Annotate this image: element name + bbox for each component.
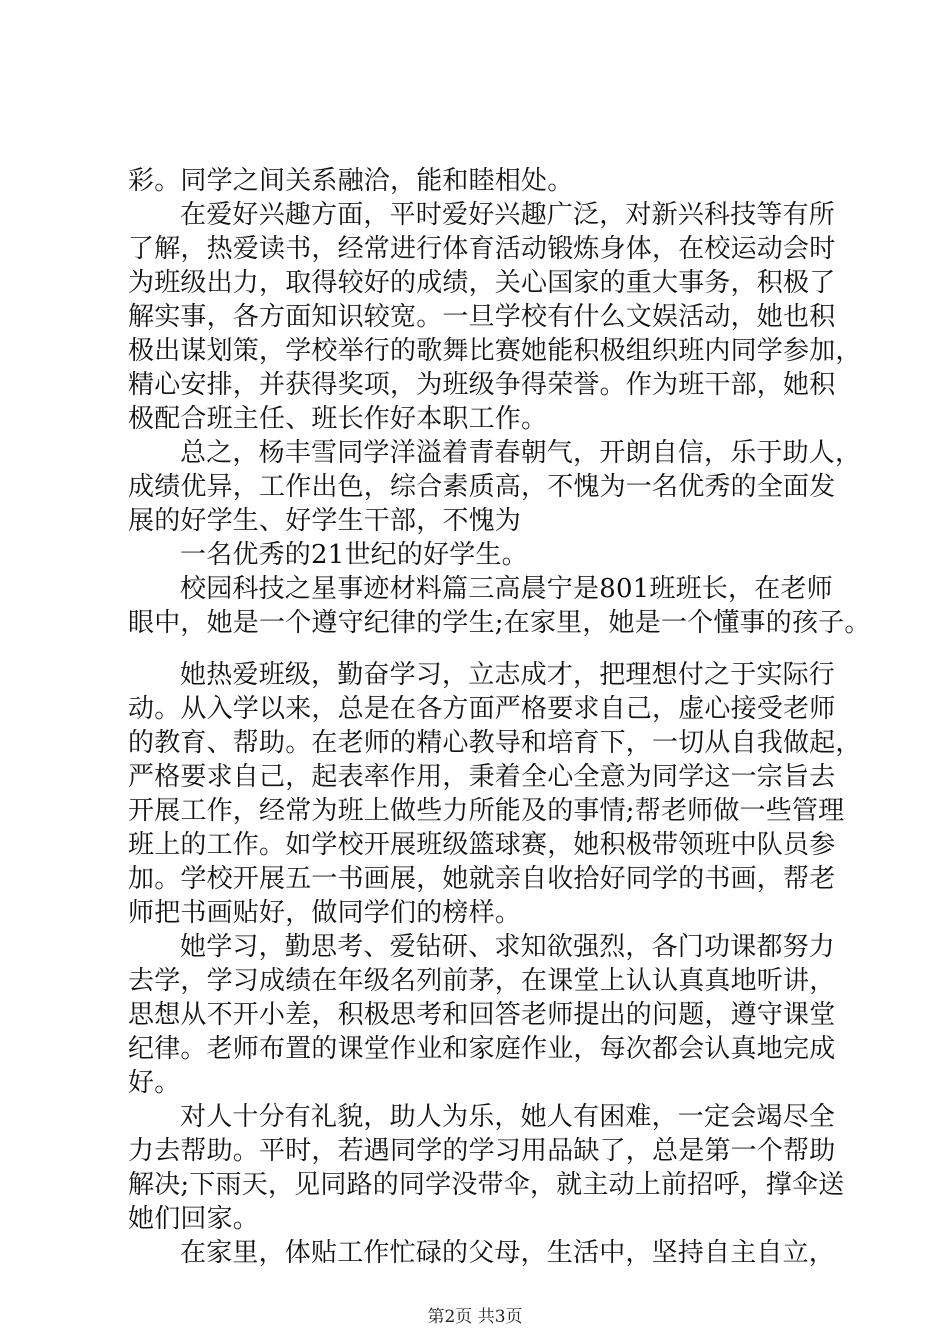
text-line: 加。学校开展五一书画展，她就亲自收拾好同学的书画，帮老 (128, 864, 836, 894)
text-line: 师把书画贴好，做同学们的榜样。 (128, 898, 522, 928)
text-line: 精心安排，并获得奖项，为班级争得荣誉。作为班干部，她积 (128, 370, 836, 400)
text-line: 动。从入学以来，总是在各方面严格要求自己，虚心接受老师 (128, 694, 836, 724)
text-line: 好。 (128, 1068, 181, 1098)
text-line: 她们回家。 (128, 1204, 260, 1234)
text-line: 她学习，勤思考、爱钻研、求知欲强烈，各门功课都努力 (180, 932, 836, 962)
text-line: 一名优秀的21世纪的好学生。 (180, 540, 528, 570)
text-line: 解实事，各方面知识较宽。一旦学校有什么文娱活动，她也积 (128, 302, 836, 332)
text-line: 开展工作，经常为班上做些力所能及的事情;帮老师做一些管理 (128, 796, 845, 826)
text-line: 极出谋划策，学校举行的歌舞比赛她能积极组织班内同学参加， (128, 336, 862, 366)
text-line: 严格要求自己，起表率作用，秉着全心全意为同学这一宗旨去 (128, 762, 836, 792)
text-line: 纪律。老师布置的课堂作业和家庭作业，每次都会认真地完成 (128, 1034, 836, 1064)
text-line: 展的好学生、好学生干部，不愧为 (128, 506, 522, 536)
text-line: 思想从不开小差，积极思考和回答老师提出的问题，遵守课堂 (128, 1000, 836, 1030)
text-line: 了解，热爱读书，经常进行体育活动锻炼身体，在校运动会时 (128, 234, 836, 264)
text-line: 彩。同学之间关系融洽，能和睦相处。 (128, 166, 574, 196)
text-line: 在爱好兴趣方面，平时爱好兴趣广泛，对新兴科技等有所 (180, 200, 836, 230)
text-line: 成绩优异，工作出色，综合素质高，不愧为一名优秀的全面发 (128, 472, 836, 502)
text-line: 校园科技之星事迹材料篇三高晨宁是801班班长，在老师 (180, 574, 833, 604)
text-line: 力去帮助。平时，若遇同学的学习用品缺了，总是第一个帮助 (128, 1136, 836, 1166)
page-number-footer: 第2页 共3页 (427, 1307, 523, 1327)
text-line: 解决;下雨天，见同路的同学没带伞，就主动上前招呼，撑伞送 (128, 1170, 845, 1200)
text-line: 极配合班主任、班长作好本职工作。 (128, 404, 548, 434)
text-line: 对人十分有礼貌，助人为乐，她人有困难，一定会竭尽全 (180, 1102, 836, 1132)
text-line: 班上的工作。如学校开展班级篮球赛，她积极带领班中队员参 (128, 830, 836, 860)
text-line: 眼中，她是一个遵守纪律的学生;在家里，她是一个懂事的孩子。 (128, 608, 871, 638)
text-line: 在家里，体贴工作忙碌的父母，生活中，坚持自主自立， (180, 1238, 836, 1268)
text-line: 的教育、帮助。在老师的精心教导和培育下，一切从自我做起， (128, 728, 862, 758)
text-line: 总之，杨丰雪同学洋溢着青春朝气，开朗自信，乐于助人， (180, 438, 862, 468)
text-line: 为班级出力，取得较好的成绩，关心国家的重大事务，积极了 (128, 268, 836, 298)
text-line: 去学，学习成绩在年级名列前茅，在课堂上认认真真地听讲， (128, 966, 836, 996)
text-line: 她热爱班级，勤奋学习，立志成才，把理想付之于实际行 (180, 660, 836, 690)
